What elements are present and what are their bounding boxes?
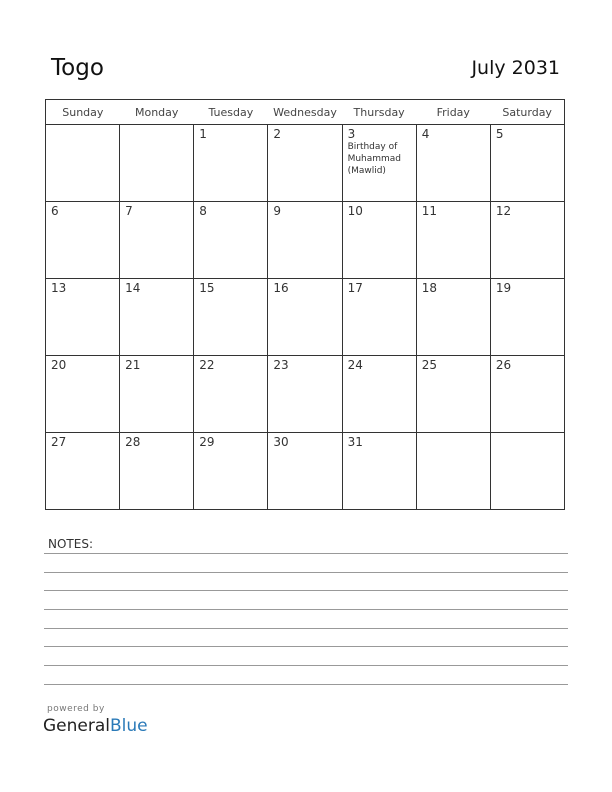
day-number: 7 bbox=[125, 204, 133, 218]
day-number: 2 bbox=[273, 127, 282, 141]
day-number: 5 bbox=[495, 127, 504, 141]
day-cell bbox=[268, 125, 342, 202]
calendar-body bbox=[46, 125, 565, 510]
weekday-tuesday: Tuesday bbox=[194, 100, 268, 125]
day-number: 19 bbox=[495, 281, 512, 295]
note-line bbox=[44, 553, 568, 554]
day-cell bbox=[342, 356, 416, 433]
weekday-friday: Friday bbox=[416, 100, 490, 125]
note-line bbox=[44, 628, 568, 629]
day-number: 9 bbox=[273, 204, 282, 218]
day-cell bbox=[416, 356, 490, 433]
day-number: 8 bbox=[199, 204, 207, 218]
day-cell bbox=[268, 202, 342, 279]
note-line bbox=[44, 590, 568, 591]
country-title: Togo bbox=[51, 55, 104, 81]
day-cell bbox=[194, 433, 268, 510]
brand-logo bbox=[43, 716, 148, 736]
day-cell bbox=[46, 433, 120, 510]
day-cell bbox=[268, 433, 342, 510]
day-cell bbox=[194, 356, 268, 433]
day-number: 16 bbox=[273, 281, 289, 295]
day-number: 22 bbox=[199, 358, 215, 372]
day-number: 13 bbox=[51, 281, 67, 295]
day-number: 14 bbox=[125, 281, 141, 295]
day-cell bbox=[490, 125, 564, 202]
day-number: 15 bbox=[199, 281, 215, 295]
day-number: 11 bbox=[421, 204, 437, 218]
day-cell bbox=[268, 356, 342, 433]
day-cell bbox=[490, 279, 564, 356]
day-cell bbox=[416, 202, 490, 279]
day-cell bbox=[194, 125, 268, 202]
day-number: 21 bbox=[125, 358, 141, 372]
day-cell bbox=[46, 356, 120, 433]
day-number: 26 bbox=[495, 358, 512, 372]
day-number: 1 bbox=[199, 127, 207, 141]
day-number: 30 bbox=[273, 435, 289, 449]
calendar-grid bbox=[45, 99, 565, 510]
day-cell bbox=[268, 279, 342, 356]
note-line bbox=[44, 646, 568, 647]
day-cell bbox=[490, 433, 564, 510]
day-number: 18 bbox=[421, 281, 437, 295]
week-row bbox=[46, 356, 565, 433]
day-cell bbox=[46, 279, 120, 356]
day-cell bbox=[490, 202, 564, 279]
weekday-thursday: Thursday bbox=[342, 100, 416, 125]
brand-blue-text: Blue bbox=[110, 716, 148, 736]
day-number: 6 bbox=[51, 204, 59, 218]
day-number: 27 bbox=[51, 435, 67, 449]
day-cell bbox=[120, 433, 194, 510]
day-cell bbox=[342, 202, 416, 279]
note-line bbox=[44, 572, 568, 573]
day-cell bbox=[342, 279, 416, 356]
day-number: 17 bbox=[347, 281, 363, 295]
note-line bbox=[44, 684, 568, 685]
day-cell bbox=[490, 356, 564, 433]
notes-label: NOTES: bbox=[48, 537, 93, 551]
week-row bbox=[46, 279, 565, 356]
day-cell bbox=[194, 202, 268, 279]
day-cell bbox=[120, 279, 194, 356]
day-number: 10 bbox=[347, 204, 363, 218]
week-row bbox=[46, 433, 565, 510]
note-line bbox=[44, 609, 568, 610]
week-row bbox=[46, 125, 565, 202]
weekday-saturday: Saturday bbox=[490, 100, 564, 125]
day-cell bbox=[416, 279, 490, 356]
day-cell bbox=[416, 433, 490, 510]
day-cell bbox=[342, 125, 416, 202]
powered-by-text: powered by bbox=[47, 704, 105, 714]
day-cell bbox=[120, 202, 194, 279]
day-number: 20 bbox=[51, 358, 67, 372]
note-line bbox=[44, 665, 568, 666]
day-number: 31 bbox=[347, 435, 363, 449]
day-number: 29 bbox=[199, 435, 215, 449]
holiday-event: Birthday of Muhammad (Mawlid) bbox=[347, 142, 402, 176]
day-cell bbox=[342, 433, 416, 510]
weekday-sunday: Sunday bbox=[46, 100, 120, 125]
month-title: July 2031 bbox=[471, 57, 560, 79]
day-cell bbox=[194, 279, 268, 356]
day-number: 12 bbox=[495, 204, 512, 218]
day-cell bbox=[416, 125, 490, 202]
day-number: 24 bbox=[347, 358, 363, 372]
day-cell bbox=[120, 356, 194, 433]
day-cell bbox=[46, 202, 120, 279]
day-number: 3 bbox=[347, 127, 356, 141]
day-number: 25 bbox=[421, 358, 437, 372]
day-cell bbox=[120, 125, 194, 202]
day-number: 4 bbox=[421, 127, 430, 141]
day-number: 23 bbox=[273, 358, 289, 372]
day-number: 28 bbox=[125, 435, 141, 449]
week-row bbox=[46, 202, 565, 279]
weekday-wednesday: Wednesday bbox=[268, 100, 342, 125]
weekday-monday: Monday bbox=[120, 100, 194, 125]
brand-general-text: General bbox=[43, 716, 110, 736]
day-cell bbox=[46, 125, 120, 202]
